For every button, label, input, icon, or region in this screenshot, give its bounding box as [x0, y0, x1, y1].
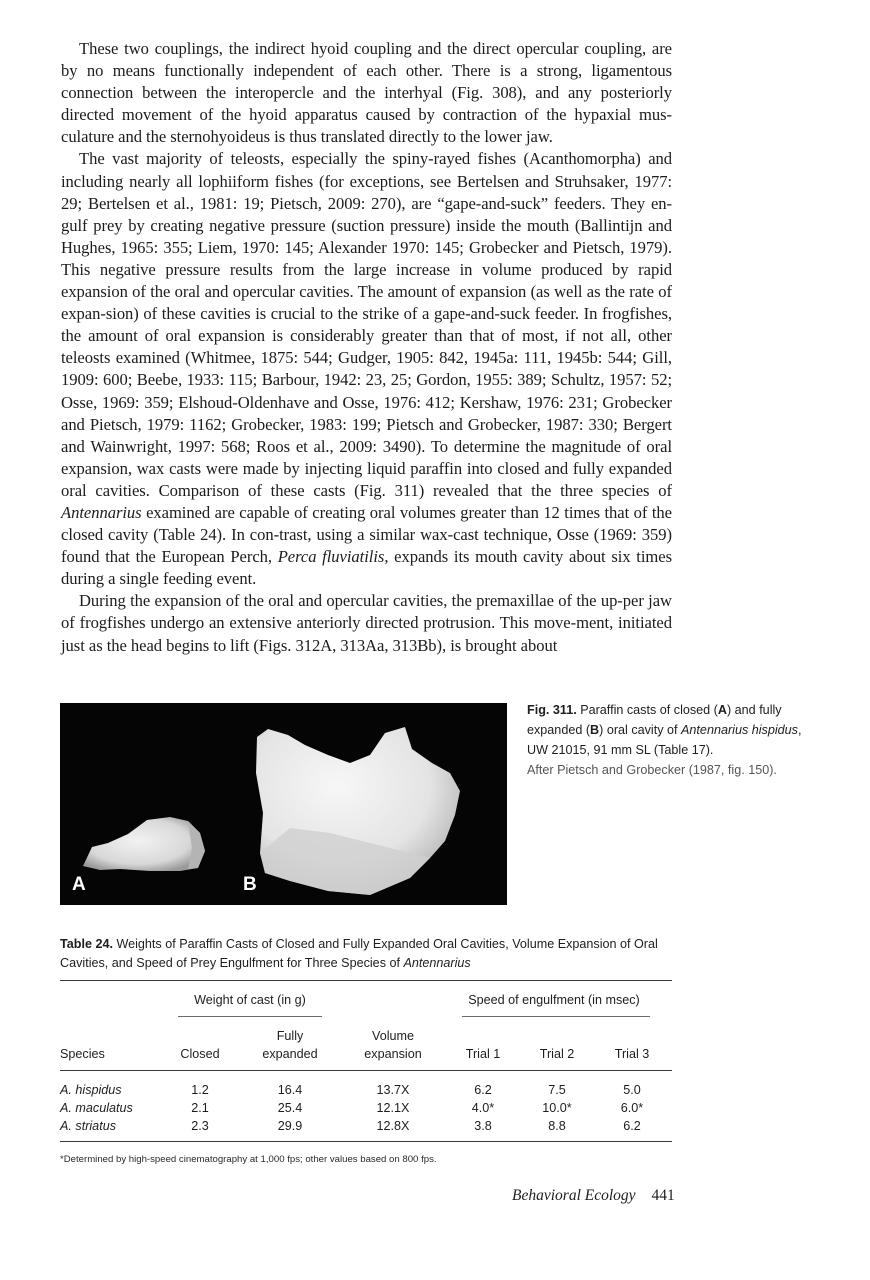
group-rule-speed	[462, 1016, 650, 1017]
group-rule-weight	[178, 1016, 322, 1017]
header-expansion: expansion	[364, 1047, 422, 1061]
group-header-speed: Speed of engulfment (in msec)	[468, 993, 640, 1007]
header-volume: Volume	[371, 1029, 414, 1043]
section-title: Behavioral Ecology	[512, 1187, 636, 1204]
table-caption: Table 24. Weights of Paraffin Casts of Closed and Fully Expanded Oral Cavities, Volume Expansion of Oral Cavities, and Speed of Prey Engulfment for Three Species of Antennarius	[60, 937, 658, 970]
paragraph-1: These two couplings, the indirect hyoid coupling and the direct opercular coupling, are by no means functionally independent of each other. There is a strong, ligamentous connection between the interopercle and the interhyal (Fig. 308), and any posteriorly directed movement of the hyoid apparatus caused by contraction of the hypaxial mus-culature and the sternohyoideus is thus translated directly to the lower jaw.	[61, 39, 672, 147]
figure-caption: Fig. 311. Paraffin casts of closed (A) and fully expanded (B) oral cavity of Antennarius hispidus, UW 21015, 91 mm SL (Table 17). After Pietsch and Grobecker (1987, fig. 150).	[527, 703, 802, 777]
header-species: Species	[60, 1047, 105, 1061]
running-footer	[512, 1187, 675, 1205]
header-closed: Closed	[180, 1047, 220, 1061]
paraffin-casts-image	[60, 703, 507, 905]
paragraph-2: The vast majority of teleosts, especially the spiny-rayed fishes (Acanthomorpha) and including nearly all lophiiform fishes (for exceptions, see Bertelsen and Struhsaker, 1977: 29; Bertelsen et al., 1981: 19; Pietsch, 2009: 270), are “gape-and-suck” feeders. They en-gulf prey by creating negative pressure (suction pressure) inside the mouth (Ballintijn and Hughes, 1965: 355; Liem, 1970: 145; Alexander 1970: 145; Grobecker and Pietsch, 1979). This negative pressure results from the large increase in volume produced by rapid expansion of the oral and opercular cavities. The amount of expansion (as well as the rate of expan-sion) of these cavities is crucial to the strike of a gape-and-suck feeder. In frogfishes, the amount of oral expansion is considerably greater than that of most, if not all, other teleosts examined (Whitmee, 1875: 544; Gudger, 1905: 842, 1945a: 111, 1945b: 544; Gill, 1909: 600; Beebe, 1933: 115; Barbour, 1942: 23, 25; Gordon, 1955: 389; Schultz, 1957: 52; Osse, 1969: 359; Elshoud-Oldenhave and Osse, 1976: 412; Kershaw, 1976: 231; Grobecker and Pietsch, 1979: 1162; Grobecker, 1983: 199; Pietsch and Grobecker, 1987: 330; Bergert and Wainwright, 1997: 568; Roos et al., 2009: 3490). To determine the magnitude of oral expansion, wax casts were made by injecting liquid paraffin into closed and fully expanded oral cavities. Comparison of these casts (Fig. 311) revealed that the three species of Antennarius examined are capable of creating oral volumes greater than 12 times that of the closed cavity (Table 24). In con-trast, using a similar wax-cast technique, Osse (1969: 359) found that the European Perch, Perca fluviatilis, expands its mouth cavity about six times during a single feeding event.	[61, 149, 672, 589]
table-label: Table 24.	[60, 937, 113, 951]
genus-antennarius: Antennarius	[61, 502, 142, 522]
species-perca: Perca fluviatilis	[277, 547, 385, 567]
header-expanded: expanded	[262, 1047, 318, 1061]
header-trial-2: Trial 2	[539, 1047, 575, 1061]
panel-label-a: A	[72, 874, 86, 895]
group-header-weight: Weight of cast (in g)	[194, 993, 306, 1007]
table-bottom-rule	[60, 1141, 672, 1142]
panel-label-b: B	[243, 874, 257, 895]
table-header-rule	[60, 1070, 672, 1071]
figure-label: Fig. 311.	[527, 703, 577, 717]
figure-credit: After Pietsch and Grobecker (1987, fig. 150).	[527, 763, 777, 777]
page-number: 441	[651, 1187, 675, 1204]
header-trial-1: Trial 1	[465, 1047, 501, 1061]
header-fully: Fully	[276, 1029, 304, 1043]
header-trial-3: Trial 3	[614, 1047, 650, 1061]
body-text	[61, 38, 672, 657]
table-top-rule	[60, 980, 672, 981]
figure-311-photo	[60, 703, 507, 905]
paragraph-3: During the expansion of the oral and opercular cavities, the premaxillae of the up-per jaw of frogfishes undergo an extensive anteriorly directed protrusion. This move-ment, initiated just as the head begins to lift (Figs. 312A, 313Aa, 313Bb), is brought about	[61, 591, 672, 655]
table-footnote: *Determined by high-speed cinematography at 1,000 fps; other values based on 800 fps.	[60, 1154, 437, 1165]
